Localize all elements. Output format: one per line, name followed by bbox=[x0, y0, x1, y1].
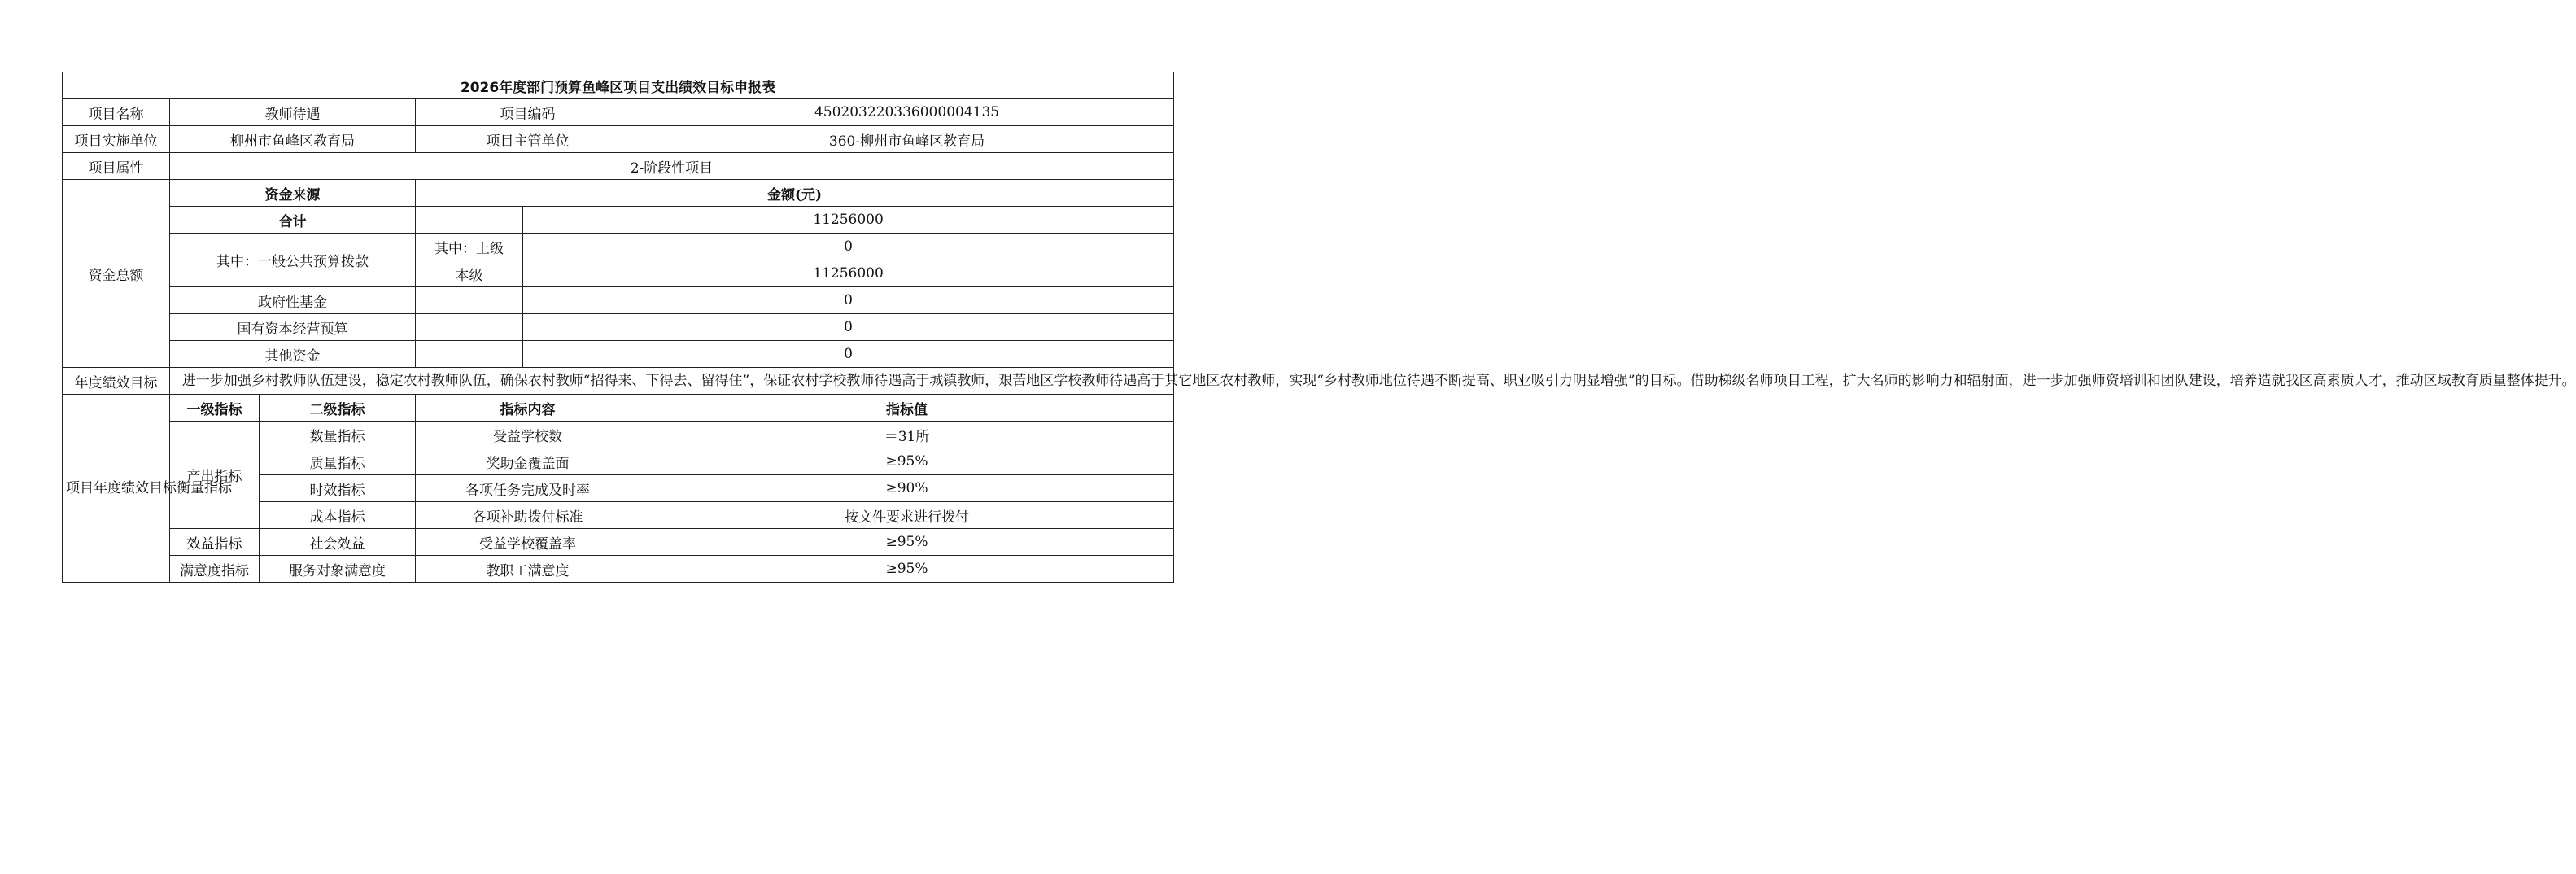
performance-target-table bbox=[62, 72, 2576, 583]
project-name-label: 项目名称 bbox=[63, 99, 170, 126]
content-header: 指标内容 bbox=[416, 395, 640, 422]
local-level-label: 本级 bbox=[416, 260, 523, 287]
indicator-content: 受益学校覆盖率 bbox=[416, 529, 640, 556]
output-indicator-group: 产出指标 bbox=[170, 422, 260, 529]
fund-amount-header: 金额(元) bbox=[416, 180, 1174, 207]
funds-upper-row bbox=[63, 234, 1174, 260]
indicator-value: ≥95% bbox=[640, 448, 1174, 475]
state-capital-label: 国有资本经营预算 bbox=[170, 314, 416, 341]
gov-fund-value: 0 bbox=[523, 287, 1174, 314]
state-capital-blank bbox=[416, 314, 523, 341]
funds-header-row bbox=[63, 180, 1174, 207]
indicator-content: 教职工满意度 bbox=[416, 556, 640, 583]
level2-header: 二级指标 bbox=[260, 395, 416, 422]
project-code-label: 项目编码 bbox=[416, 99, 640, 126]
general-budget-label: 其中：一般公共预算拨款 bbox=[170, 234, 416, 287]
other-fund-blank bbox=[416, 341, 523, 368]
funds-total-label: 资金总额 bbox=[63, 180, 170, 368]
goal-row bbox=[63, 368, 1174, 395]
funds-state-row bbox=[63, 314, 1174, 341]
annual-goal-text bbox=[170, 368, 2576, 395]
admin-unit-label: 项目主管单位 bbox=[416, 126, 640, 153]
indicator-row bbox=[63, 422, 1174, 448]
project-name-value: 教师待遇 bbox=[170, 99, 416, 126]
project-code-value: 450203220336000004135 bbox=[640, 99, 1174, 126]
funds-other-row bbox=[63, 341, 1174, 368]
level1-header: 一级指标 bbox=[170, 395, 260, 422]
indicator-value: ≥95% bbox=[640, 529, 1174, 556]
project-attr-row bbox=[63, 153, 1174, 180]
fund-source-header: 资金来源 bbox=[170, 180, 416, 207]
funds-total-row bbox=[63, 207, 1174, 234]
other-fund-value: 0 bbox=[523, 341, 1174, 368]
indicator-level2: 服务对象满意度 bbox=[260, 556, 416, 583]
indicator-content: 奖助金覆盖面 bbox=[416, 448, 640, 475]
indicator-header-row bbox=[63, 395, 1174, 422]
project-unit-row bbox=[63, 126, 1174, 153]
page-title: 2026年度部门预算鱼峰区项目支出绩效目标申报表 bbox=[63, 72, 1174, 99]
project-attr-label: 项目属性 bbox=[63, 153, 170, 180]
impl-unit-value: 柳州市鱼峰区教育局 bbox=[170, 126, 416, 153]
indicator-section-label: 项目年度绩效目标衡量指标 bbox=[63, 395, 170, 583]
state-capital-value: 0 bbox=[523, 314, 1174, 341]
indicator-value: ≥95% bbox=[640, 556, 1174, 583]
gov-fund-label: 政府性基金 bbox=[170, 287, 416, 314]
gov-fund-blank bbox=[416, 287, 523, 314]
satisfaction-indicator-group: 满意度指标 bbox=[170, 556, 260, 583]
indicator-level2: 社会效益 bbox=[260, 529, 416, 556]
upper-level-label: 其中：上级 bbox=[416, 234, 523, 260]
indicator-content: 受益学校数 bbox=[416, 422, 640, 448]
fund-total-blank bbox=[416, 207, 523, 234]
upper-level-value: 0 bbox=[523, 234, 1174, 260]
local-level-value: 11256000 bbox=[523, 260, 1174, 287]
indicator-value: ＝31所 bbox=[640, 422, 1174, 448]
benefit-indicator-group: 效益指标 bbox=[170, 529, 260, 556]
indicator-content: 各项任务完成及时率 bbox=[416, 475, 640, 502]
project-name-row bbox=[63, 99, 1174, 126]
indicator-level2: 时效指标 bbox=[260, 475, 416, 502]
other-fund-label: 其他资金 bbox=[170, 341, 416, 368]
admin-unit-value: 360-柳州市鱼峰区教育局 bbox=[640, 126, 1174, 153]
value-header: 指标值 bbox=[640, 395, 1174, 422]
indicator-value: 按文件要求进行拨付 bbox=[640, 502, 1174, 529]
indicator-level2: 成本指标 bbox=[260, 502, 416, 529]
indicator-value: ≥90% bbox=[640, 475, 1174, 502]
indicator-row bbox=[63, 556, 1174, 583]
indicator-content: 各项补助拨付标准 bbox=[416, 502, 640, 529]
fund-total-label: 合计 bbox=[170, 207, 416, 234]
annual-goal-label: 年度绩效目标 bbox=[63, 368, 170, 395]
indicator-level2: 数量指标 bbox=[260, 422, 416, 448]
funds-gov-row bbox=[63, 287, 1174, 314]
indicator-row bbox=[63, 529, 1174, 556]
project-attr-value: 2-阶段性项目 bbox=[170, 153, 1174, 180]
fund-total-value: 11256000 bbox=[523, 207, 1174, 234]
indicator-level2: 质量指标 bbox=[260, 448, 416, 475]
annual-goal-text-content: 进一步加强乡村教师队伍建设，稳定农村教师队伍，确保农村教师“招得来、下得去、留得住”，保证农村学校教师待遇高于城镇教师，艰苦地区学校教师待遇高于其它地区农村教师，实现“乡村教师地位待遇不断提高、职业吸引力明显增强”的目标。借助梯级名师项目工程，扩大名师的影响力和辐射面，进一步加强师资培训和团队建设，培养造就我区高素质人才，推动区域教育质量整体提升。 bbox=[181, 373, 2576, 389]
impl-unit-label: 项目实施单位 bbox=[63, 126, 170, 153]
